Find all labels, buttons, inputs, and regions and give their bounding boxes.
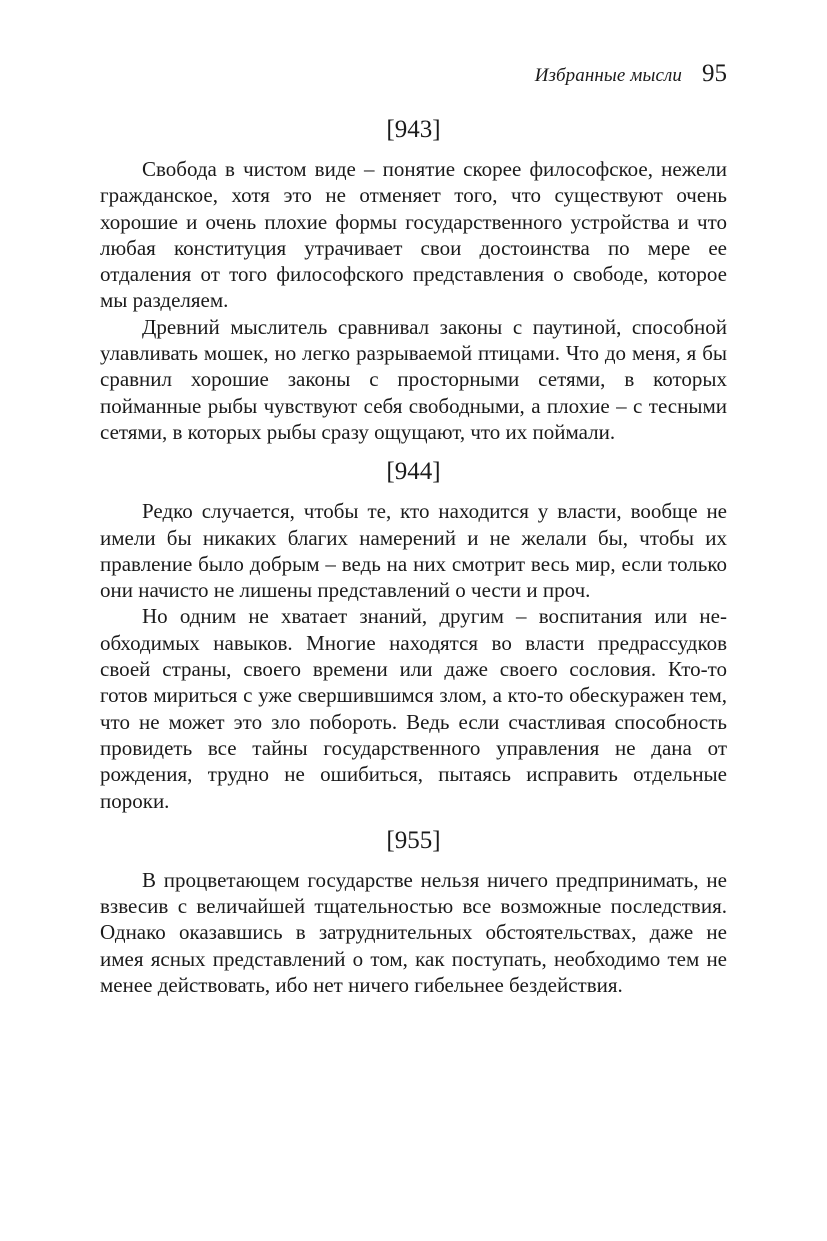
section-heading: [955] [386,826,441,854]
section-943 [100,112,727,445]
running-title: Избранные мысли [534,65,682,86]
paragraph: Но одним не хватает знаний, другим – воспитания или необходимых навыков. Многие находятся во власти предрассудков своей страны, своего времени или даже своего сословия. Кто-то готов мириться с уже свершившимся злом, а кто-то обескуражен тем, что не может это зло побороть. Ведь если счастливая способность провидеть все тайны государственного управления не дана от рождения, трудно не ошибиться, пытаясь исправить отдельные пороки. [100,604,727,813]
section-heading: [944] [386,458,441,486]
page-number: 95 [702,60,727,87]
section-heading: [943] [386,116,441,143]
paragraph: Древний мыслитель сравнивал законы с паутиной, способной улавливать мошек, но легко разрываемой птицами. Что до меня, я бы сравнил хорошие законы с просторными сетями, в которых пойманные рыбы чувствуют себя свободными, а плохие – с тесными сетями, в которых рыбы сразу ощущают, что их поймали. [100,314,727,444]
section-955 [100,823,727,998]
paragraph: Свобода в чистом виде – понятие скорее философское, нежели гражданское, хотя это не отменяет того, что существуют очень хорошие и очень плохие формы государственного устройства и что любая конституция утрачивает свои достоинства по мере ее отдаления от того философского представления о свободе, которое мы разделяем. [100,157,727,313]
paragraph: Редко случается, чтобы те, кто находится у власти, вообще не имели бы никаких благих намерений и не желали бы, чтобы их правление было добрым – ведь на них смотрит весь мир, если только они начисто не лишены представлений о чести и проч. [100,499,727,603]
page-body [100,112,727,998]
paragraph: В процветающем государстве нельзя ничего предпринимать, не взвесив с величайшей тщательностью все возможные последствия. Однако оказавшись в затруднительных обстоятельствах, даже не имея ясных представлений о том, как поступать, необходимо тем не менее действовать, ибо нет ничего гибельнее бездействия. [100,867,727,998]
running-header [535,60,727,88]
section-944 [100,454,727,814]
